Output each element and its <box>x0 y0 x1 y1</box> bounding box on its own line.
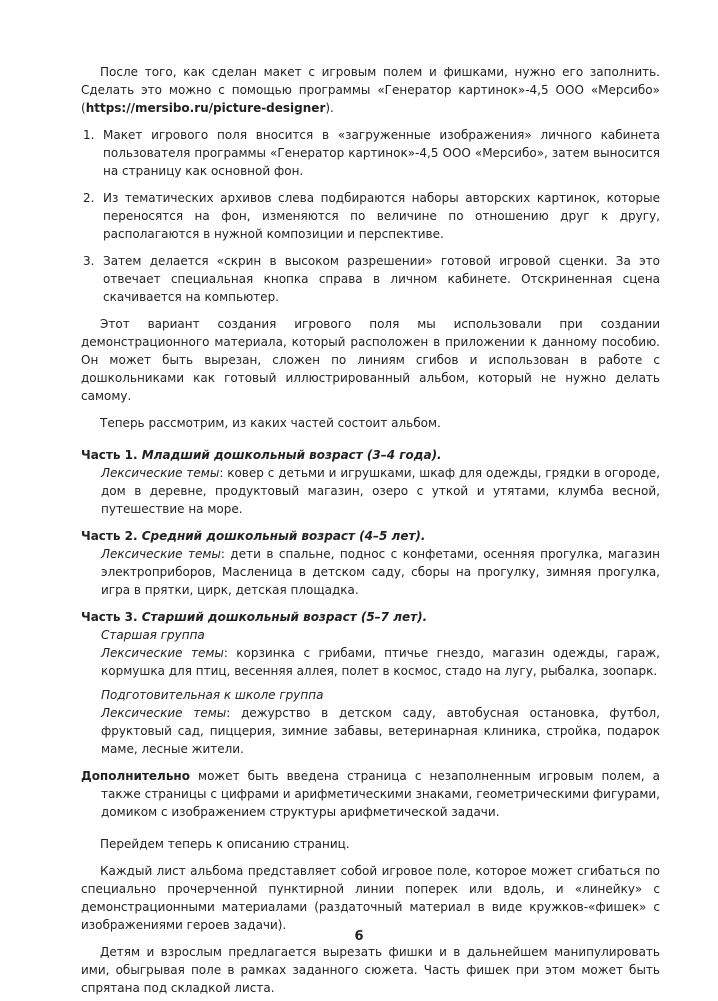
senior-group-title: Старшая группа <box>101 628 205 642</box>
pages-intro-paragraph: Перейдем теперь к описанию страниц. <box>100 837 350 851</box>
part-3-heading: Часть 3. Старший дошкольный возраст (5–7 лет). <box>81 610 428 624</box>
part-2-heading: Часть 2. Средний дошкольный возраст (4–5 лет). <box>81 529 426 543</box>
part-1-heading: Часть 1. Младший дошкольный возраст (3–4 года). <box>81 448 442 462</box>
prep-group-title: Подготовительная к школе группа <box>101 688 324 702</box>
senior-group-topics: Лексические темы: корзинка с грибами, птичье гнездо, магазин одежды, гараж, кормушка для птиц, весенняя аллея, полет в космос, стадо на лугу, рыбалка, зоопарк. <box>101 646 660 678</box>
parts-intro-paragraph: Теперь рассмотрим, из каких частей состоит альбом. <box>100 416 441 430</box>
extra-paragraph: Дополнительно может быть введена страница с незаполненным игровым полем, а также страницы с цифрами и арифметическими знаками, геометрическими фигурами, домиком с изображением структуры арифметической задачи. <box>81 769 660 819</box>
page-number: 6 <box>354 929 364 944</box>
list-item: 2. Из тематических архивов слева подбираются наборы авторских картинок, которые переносятся на фон, изменяются по величине по отношению друг к другу, располагаются в нужной композиции и перспективе. <box>83 191 660 241</box>
prep-group-topics: Лексические темы: дежурство в детском саду, автобусная остановка, футбол, фруктовый сад, пиццерия, зимние забавы, ветеринарная клиника, стройка, подарок маме, лесные жители. <box>101 706 660 756</box>
variant-paragraph: Этот вариант создания игрового поля мы использовали при создании демонстрационного материала, который расположен в приложении к данному пособию. Он может быть вырезан, сложен по линиям сгибов и использован в работе с дошкольниками как готовый иллюстрированный альбом, который не нужно делать самому. <box>81 317 660 403</box>
list-item: 1. Макет игрового поля вносится в «загруженные изображения» личного кабинета пользователя программы «Генератор картинок»-4,5 ООО «Мерсибо», затем выносится на страницу как основной фон. <box>83 128 660 178</box>
part-1-topics: Лексические темы: ковер с детьми и игрушками, шкаф для одежды, грядки в огороде, дом в деревне, продуктовый магазин, озеро с уткой и утятами, клумба весной, путешествие на море. <box>101 466 660 516</box>
steps-list <box>81 126 660 306</box>
sheet-paragraph: Каждый лист альбома представляет собой игровое поле, которое может сгибаться по специально прочерченной пунктирной линии поперек или вдоль, и «линейку» с демонстрационными материалами (раздаточный материал в виде кружков-«фишек» с изображениями героев задачи). <box>81 864 660 932</box>
mersibo-link[interactable]: https://mersibo.ru/picture-designer <box>85 101 326 115</box>
part-2-topics: Лексические темы: дети в спальне, поднос с конфетами, осенняя прогулка, магазин электроприборов, Масленица в детском саду, сборы на прогулку, зимняя прогулка, игра в прятки, цирк, детская площадка. <box>101 547 661 597</box>
intro-paragraph: После того, как сделан макет с игровым полем и фишками, нужно его заполнить. Сделать это можно с помощью программы «Генератор картинок»-4,5 ООО «Мерсибо» (https://mersibo.ru/picture-designer). <box>81 65 660 115</box>
cut-paragraph: Детям и взрослым предлагается вырезать фишки и в дальнейшем манипулировать ими, обыгрывая поле в рамках заданного сюжета. Часть фишек при этом может быть спрятана под складкой листа. <box>81 945 660 995</box>
list-item: 3. Затем делается «скрин в высоком разрешении» готовой игровой сценки. За это отвечает специальная кнопка справа в личном кабинете. Отскриненная сцена скачивается на компьютер. <box>83 254 660 304</box>
